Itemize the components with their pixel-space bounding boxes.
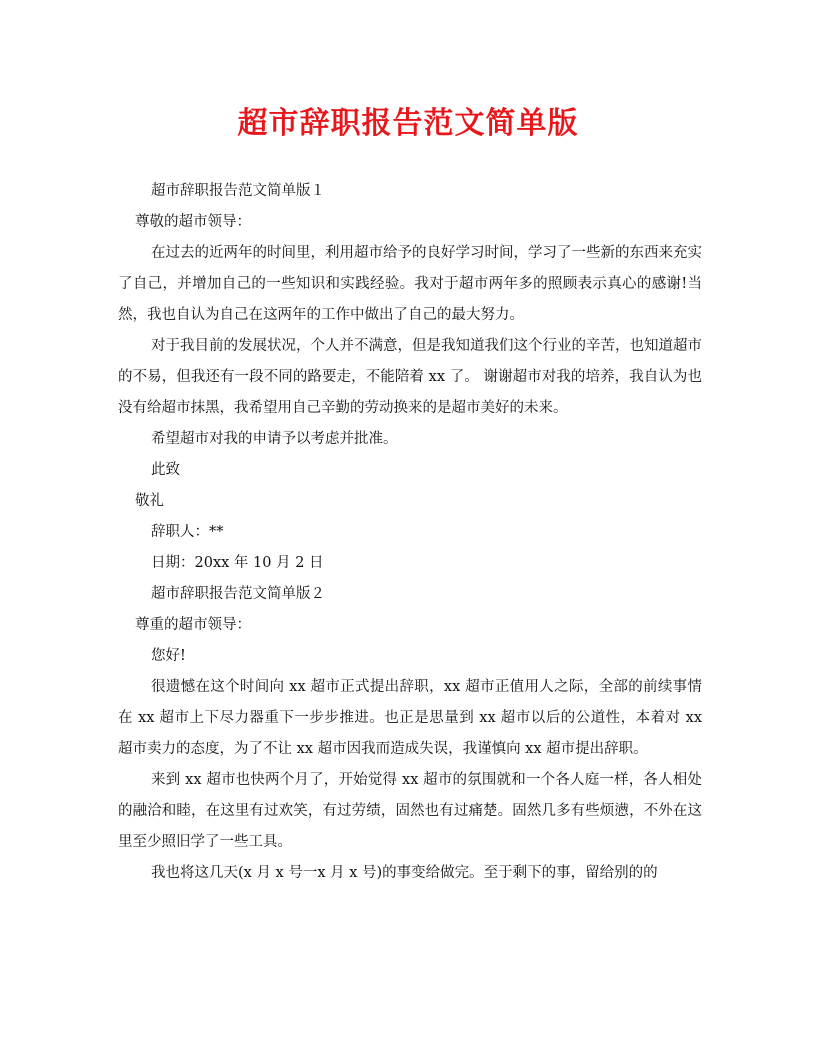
section-heading: 超市辞职报告范文简单版１	[151, 183, 325, 199]
closing-regards: 敬礼	[135, 493, 164, 509]
signer-line: 辞职人：**	[151, 524, 224, 540]
document-title: 超市辞职报告范文简单版	[237, 106, 579, 141]
salutation: 尊重的超市领导：	[135, 617, 251, 633]
document-body	[118, 176, 702, 889]
body-paragraph: 希望超市对我的申请予以考虑并批准。	[151, 431, 398, 447]
salutation: 尊敬的超市领导：	[135, 214, 251, 230]
body-paragraph: 很遗憾在这个时间向 xx 超市正式提出辞职，xx 超市正值用人之际，全部的前续事情在 xx 超市上下尽力器重下一步步推进。也正是思量到 xx 超市以后的公道性，本着对 xx 超市卖力的态度，为了不让 xx 超市因我而造成失误，我谨慎向 xx 超市提出辞职。	[118, 679, 702, 757]
body-paragraph: 我也将这几天(x 月 x 号一x 月 x 号)的事变给做完。至于剩下的事，留给别的的	[151, 865, 658, 881]
date-line: 日期：20xx 年 10 月 2 日	[151, 555, 324, 571]
greeting-line: 您好!	[151, 648, 186, 664]
closing-line: 此致	[151, 462, 180, 478]
section-heading: 超市辞职报告范文简单版２	[151, 586, 325, 602]
body-paragraph: 对于我目前的发展状况，个人并不满意，但是我知道我们这个行业的辛苦，也知道超市的不易，但我还有一段不同的路要走，不能陪着 xx 了。 谢谢超市对我的培养，我自认为也没有给超市抹黑，我希望用自己辛勤的劳动换来的是超市美好的未来。	[118, 338, 702, 416]
body-paragraph: 来到 xx 超市也快两个月了，开始觉得 xx 超市的氛围就和一个各人庭一样，各人相处的融洽和睦，在这里有过欢笑，有过劳绩，固然也有过痛楚。固然几多有些烦懑，不外在这里至少照旧学了一些工具。	[118, 772, 702, 850]
body-paragraph: 在过去的近两年的时间里，利用超市给予的良好学习时间，学习了一些新的东西来充实了自己，并增加自己的一些知识和实践经验。我对于超市两年多的照顾表示真心的感谢!当然，我也自认为自己在这两年的工作中做出了自己的最大努力。	[118, 245, 702, 323]
